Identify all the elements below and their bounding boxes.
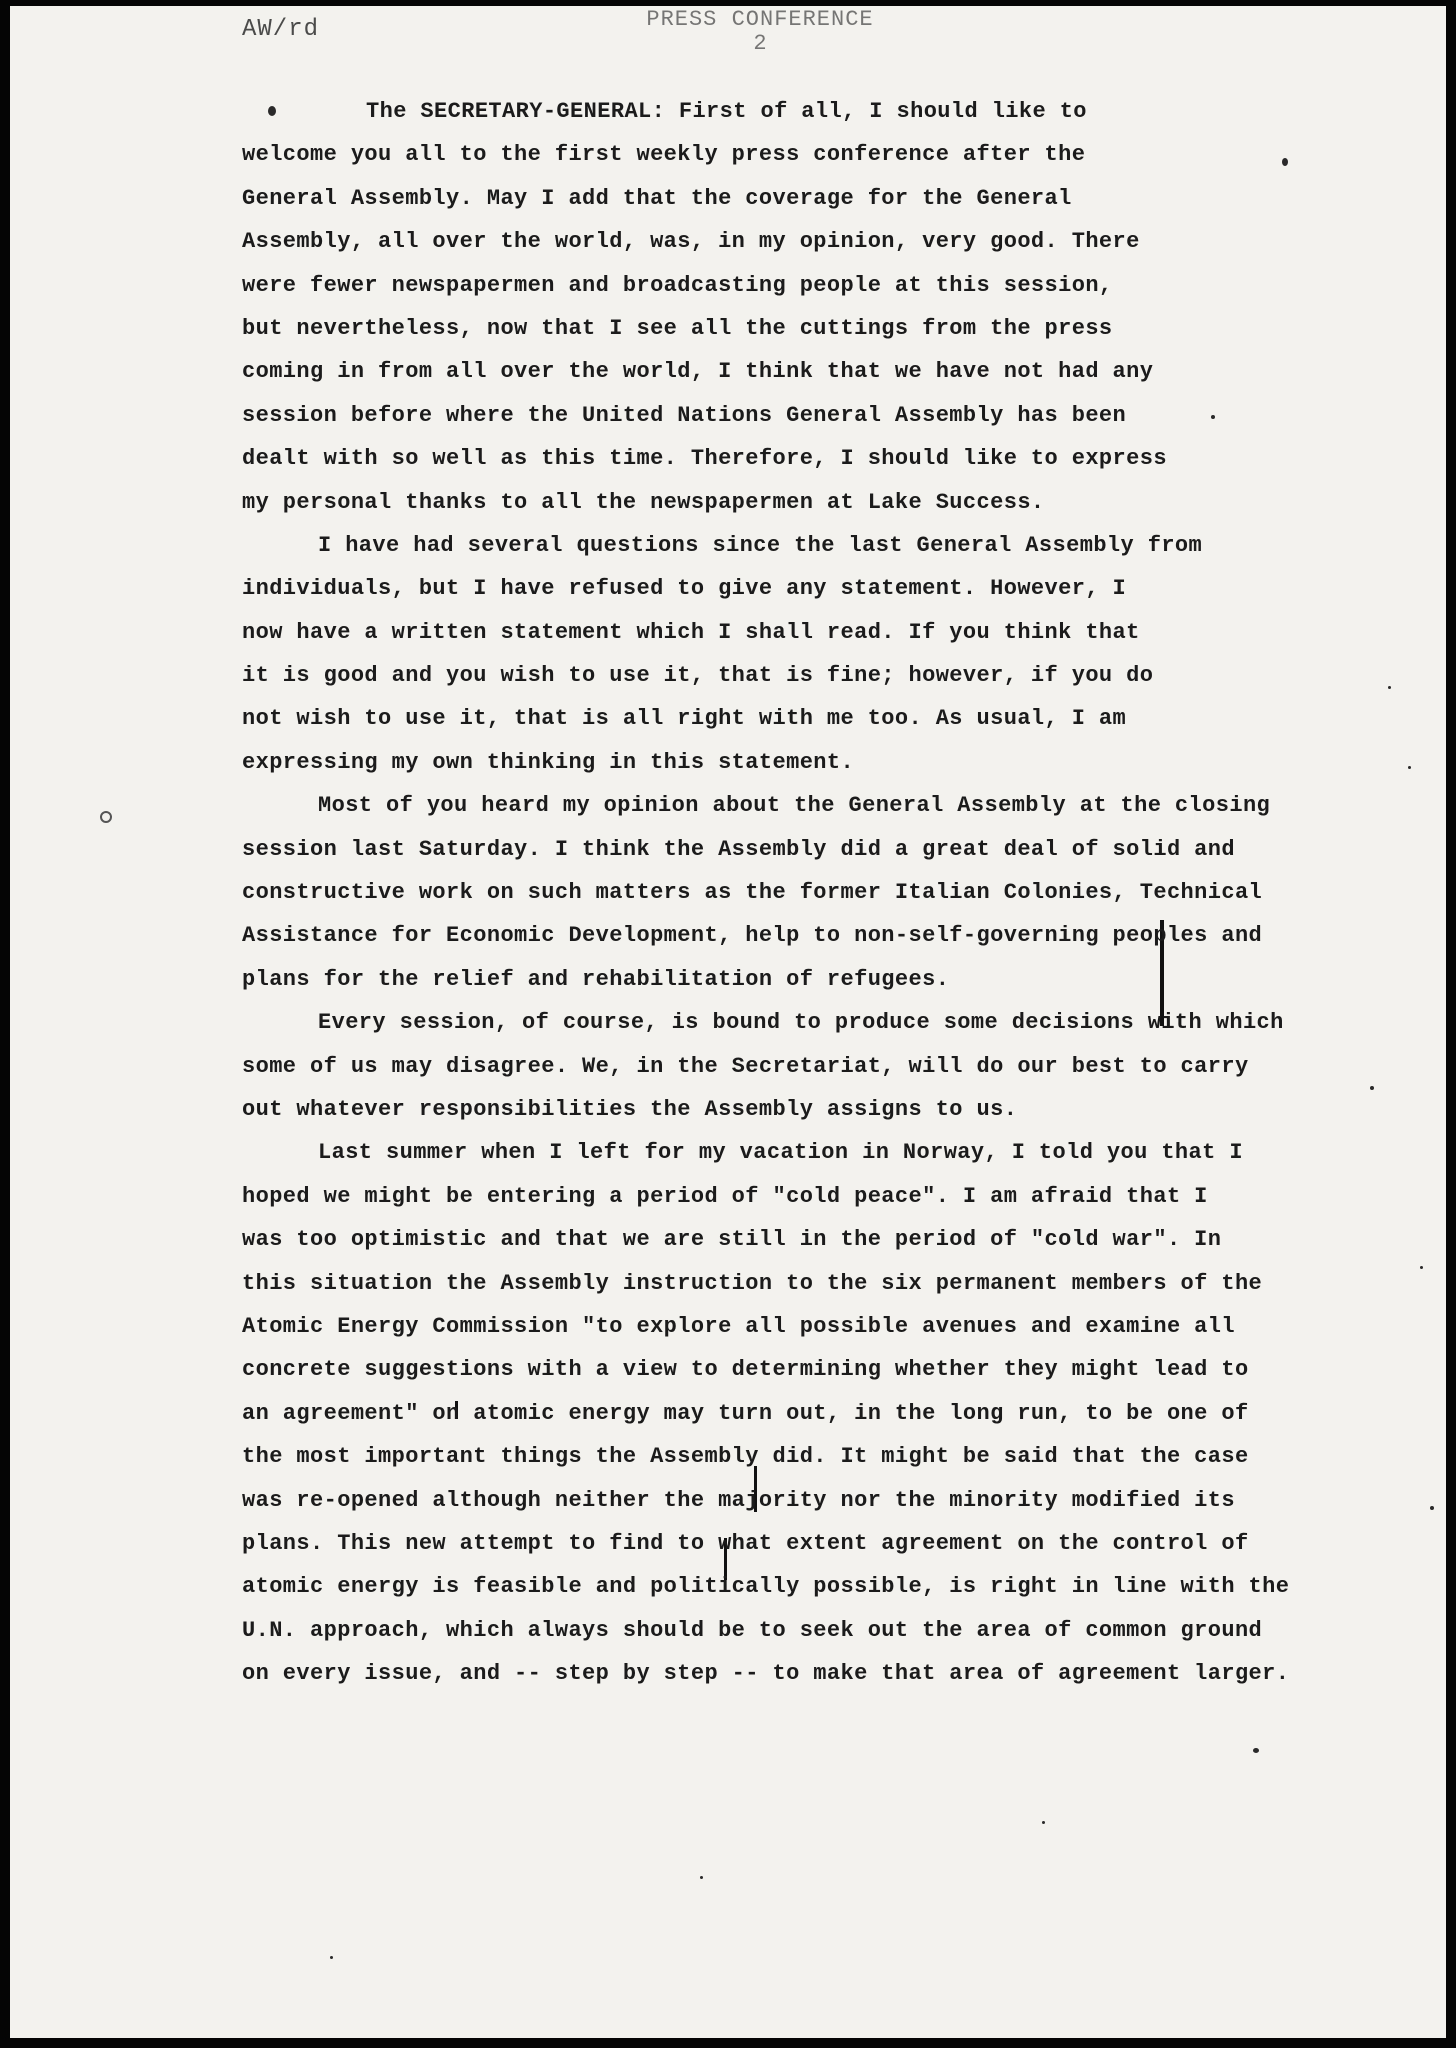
text-line: Last summer when I left for my vacation in Norway, I told you that I [318,1140,1243,1166]
text-line: was too optimistic and that we are still in the period of "cold war". In [242,1227,1222,1253]
document-page [10,6,1446,2038]
page-number: 2 [753,31,767,56]
speck [1408,766,1411,769]
text-line: out whatever responsibilities the Assembly assigns to us. [242,1096,1018,1122]
text-line: session before where the United Nations General Assembly has been [242,402,1127,428]
text-line: welcome you all to the first weekly press conference after the [242,142,1086,168]
text-line: on every issue, and -- step by step -- to make that area of agreement larger. [242,1661,1290,1687]
text-line: the most important things the Assembly did. It might be said that the case [242,1444,1249,1470]
text-line: it is good and you wish to use it, that is fine; however, if you do [242,663,1154,689]
text-line: my personal thanks to all the newspapermen at Lake Success. [242,489,1045,515]
speck [1253,1748,1259,1753]
text-line: constructive work on such matters as the former Italian Colonies, Technical [242,880,1263,906]
text-line: concrete suggestions with a view to determining whether they might lead to [242,1357,1249,1383]
speck [100,811,112,823]
text-line: Every session, of course, is bound to produce some decisions with which [318,1010,1284,1036]
text-line: The SECRETARY-GENERAL: First of all, I should like to [366,99,1087,124]
speck [1430,1506,1434,1510]
text-line: but nevertheless, now that I see all the cuttings from the press [242,315,1113,341]
text-line: plans for the relief and rehabilitation of refugees. [242,966,950,992]
text-line: some of us may disagree. We, in the Secretariat, will do our best to carry [242,1053,1249,1079]
speck [1420,1266,1423,1269]
text-line: expressing my own thinking in this statement. [242,749,855,775]
header-title: PRESS CONFERENCE [646,7,874,32]
text-line: was re-opened although neither the majority nor the minority modified its [242,1487,1235,1513]
text-line: individuals, but I have refused to give any statement. However, I [242,576,1127,602]
text-line: session last Saturday. I think the Assembly did a great deal of solid and [242,836,1235,862]
speck [700,1876,703,1879]
text-line: Atomic Energy Commission "to explore all possible avenues and examine all [242,1313,1235,1339]
text-line: coming in from all over the world, I think that we have not had any [242,359,1154,385]
text-line: were fewer newspapermen and broadcasting people at this session, [242,272,1113,298]
text-line: this situation the Assembly instruction to the six permanent members of the [242,1270,1263,1296]
text-line: now have a written statement which I shall read. If you think that [242,619,1140,645]
text-line: Assistance for Economic Development, help to non-self-governing peoples and [242,923,1263,949]
text-line: General Assembly. May I add that the coverage for the General [242,185,1072,211]
text-line: not wish to use it, that is all right with me too. As usual, I am [242,706,1127,732]
text-line: Assembly, all over the world, was, in my opinion, very good. There [242,229,1140,255]
speck [1388,686,1391,689]
page-header [630,8,890,56]
speck [1042,1821,1045,1824]
reference-initials: AW/rd [242,16,320,43]
text-line: Most of you heard my opinion about the General Assembly at the closing [318,793,1271,819]
body-text [242,90,1362,1695]
text-line: I have had several questions since the last General Assembly from [318,532,1203,558]
text-line: plans. This new attempt to find to what extent agreement on the control of [242,1530,1249,1556]
text-line: atomic energy is feasible and politically possible, is right in line with the [242,1574,1290,1600]
speck [330,1956,333,1959]
text-line: an agreement" on atomic energy may turn out, in the long run, to be one of [242,1400,1249,1426]
text-line: U.N. approach, which always should be to seek out the area of common ground [242,1617,1263,1643]
text-line: hoped we might be entering a period of "cold peace". I am afraid that I [242,1183,1208,1209]
text-line: dealt with so well as this time. Therefore, I should like to express [242,446,1167,472]
speck [1370,1086,1374,1090]
